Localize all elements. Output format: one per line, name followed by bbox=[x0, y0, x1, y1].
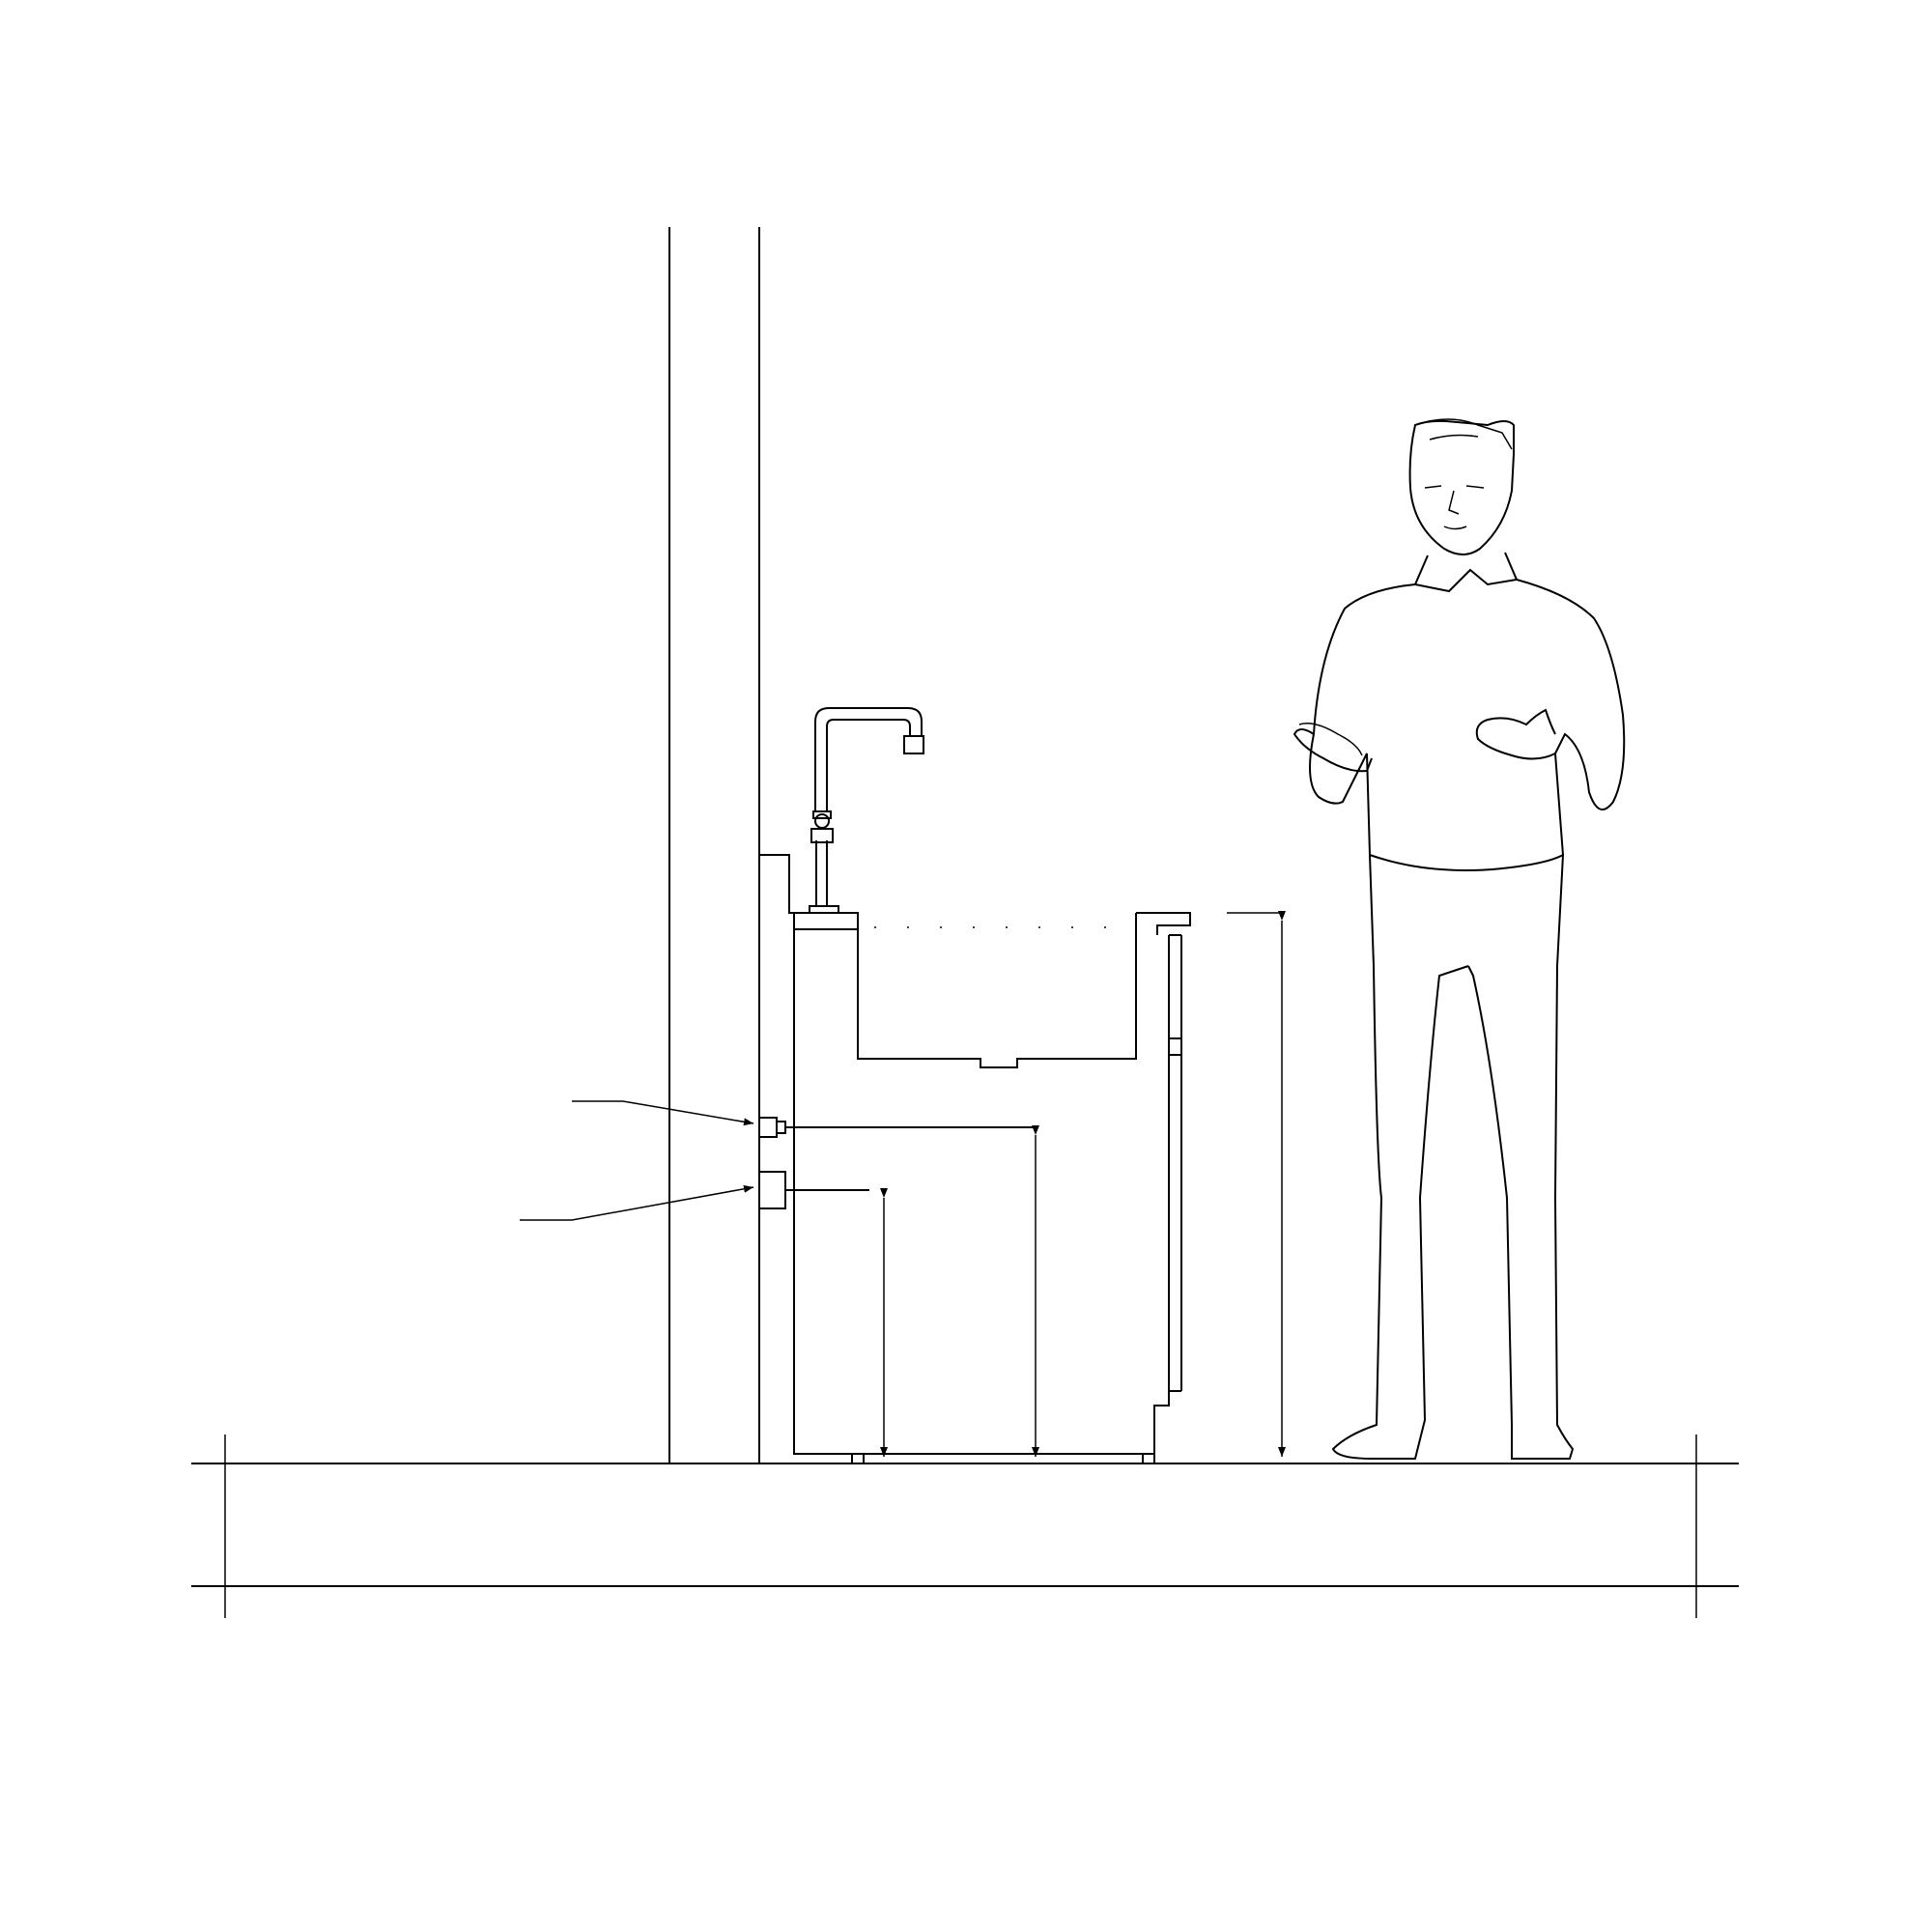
faucet-icon bbox=[810, 708, 923, 913]
dimension-lines bbox=[884, 913, 1285, 1457]
angle-valve-icon bbox=[759, 1118, 1038, 1137]
brick-wall bbox=[669, 227, 759, 1463]
lab-cabinet bbox=[759, 855, 1190, 1463]
floor-slab bbox=[191, 1435, 1739, 1618]
human-figure-icon bbox=[1294, 419, 1624, 1459]
drain-pipe-icon bbox=[759, 1172, 869, 1208]
